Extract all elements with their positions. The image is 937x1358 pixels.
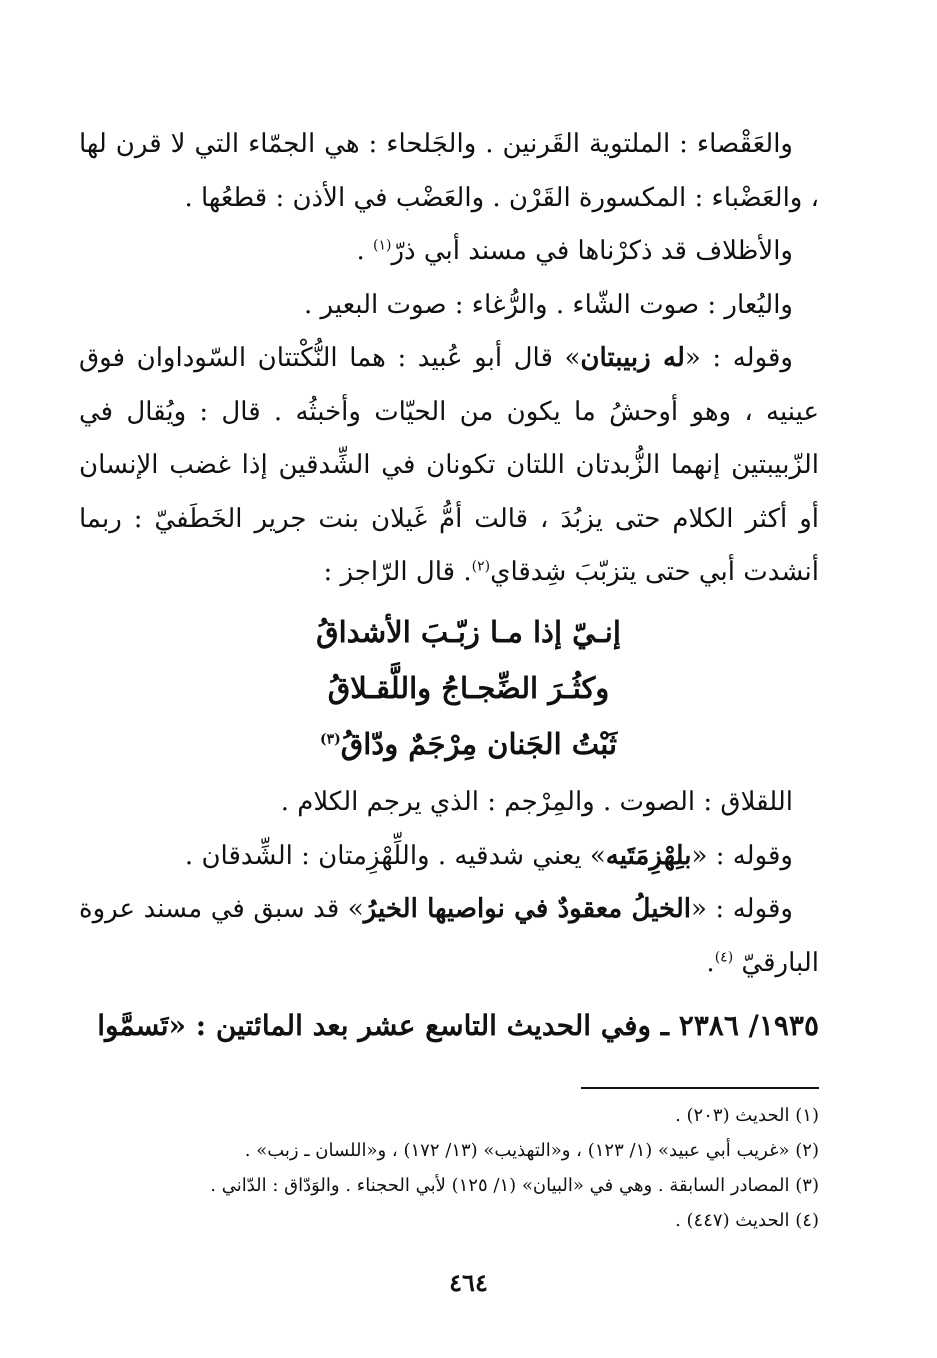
text-run: » يعني شدقيه . واللِّهْزِمتان : الشِّدقان . — [184, 840, 606, 871]
paragraph-zabibatan — [79, 332, 819, 600]
text-run: . قال الرّاجز : — [323, 557, 472, 587]
text-run: وقوله : « — [684, 343, 793, 373]
main-text — [79, 118, 819, 600]
footnote-2: (٢) «غريب أبي عبيد» (١/ ١٢٣) ، و«التهذيب» (١٣/ ١٧٢) ، و«اللسان ـ زبب» . — [244, 1140, 819, 1161]
verse-line-2 — [0, 660, 937, 716]
paragraph-khayl — [79, 883, 819, 990]
footnote-ref-3: (٣) — [319, 731, 341, 748]
footnote-ref-1: (١) — [373, 237, 392, 254]
text-run: والعَقْصاء : الملتوية القَرنين . والجَلحاء : هي الجمّاء التي لا قرن لها ، والعَضْباء : المكسورة القَرْن . والعَضْب في الأذن : قطعُها . — [79, 129, 819, 213]
main-text-continued — [79, 776, 819, 990]
verse-line-1 — [0, 604, 937, 660]
text-run: اللقلاق : الصوت . والمِرْجم : الذي يرجم الكلام . — [280, 787, 793, 817]
text-run: واليُعار : صوت الشّاء . والرُّغاء : صوت البعير . — [304, 289, 793, 320]
verse-text: ثَبْتُ الجَنان مِرْجَمٌ ودّاقُ — [340, 727, 618, 761]
paragraph-laqlaq — [79, 776, 819, 830]
verse-text: إنـيّ إذا مـا زبّـبَ الأشداقُ — [316, 615, 621, 649]
footnote-3: (٣) المصادر السابقة . وهي في «البيان» (١/ ١٢٥) لأبي الحجناء . والوَدّاق : الدّاني . — [210, 1175, 819, 1196]
footnote-ref-4: (٤) — [714, 948, 734, 965]
verse-text: وكثُـرَ الضِّجـاجُ واللَّقـلاقُ — [327, 671, 610, 705]
text-run: وقوله : « — [690, 894, 793, 924]
text-run: وقوله : « — [691, 840, 793, 871]
footnote-4: (٤) الحديث (٤٤٧) . — [675, 1210, 819, 1231]
verse-line-3 — [0, 716, 937, 772]
text-run: » قد سبق في مسند عروة البارقيّ — [79, 894, 819, 978]
paragraph-sounds — [79, 279, 819, 333]
paragraph-horn-definitions — [79, 118, 819, 225]
page-number: ٤٦٤ — [449, 1268, 488, 1297]
text-run: والأظلاف قد ذكرْناها في مسند أبي ذرّ — [391, 236, 793, 266]
hadith-quote: الخيلُ معقودٌ في نواصيها الخيرُ — [363, 894, 691, 924]
text-run: » قال أبو عُبيد : هما النُّكْتتان السّوداوان فوق عينيه ، وهو أوحشُ ما يكون من الحيّات وأخبثُه . قال : ويُقال في الزّبيبتين إنهما الزُّبدتان اللتان تكونان في الشِّدقين إذا غضب الإنسان أو أكثر الكلام حتى يزبُدَ ، قالت أمُّ غَيلان بنت جرير الخَطَفيّ : ربما أنشدت أبي حتى يتزبّبَ شِدقاي — [79, 343, 820, 587]
paragraph-hooves — [79, 225, 819, 279]
text-run: . — [706, 947, 715, 978]
paragraph-lihzimatayh — [79, 830, 819, 884]
footnote-divider — [581, 1087, 819, 1089]
hadith-heading: ١٩٣٥/ ٢٣٨٦ ـ وفي الحديث التاسع عشر بعد المائتين : «تَسمَّوا — [97, 1009, 819, 1042]
footnotes — [77, 1098, 819, 1238]
hadith-quote: له زبيبتان — [580, 343, 685, 373]
hadith-quote: بلِهْزِمَتَيه — [605, 840, 692, 871]
footnote-ref-2: (٢) — [471, 558, 491, 575]
footnote-1: (١) الحديث (٢٠٣) . — [675, 1105, 819, 1126]
text-run: . — [356, 236, 374, 266]
